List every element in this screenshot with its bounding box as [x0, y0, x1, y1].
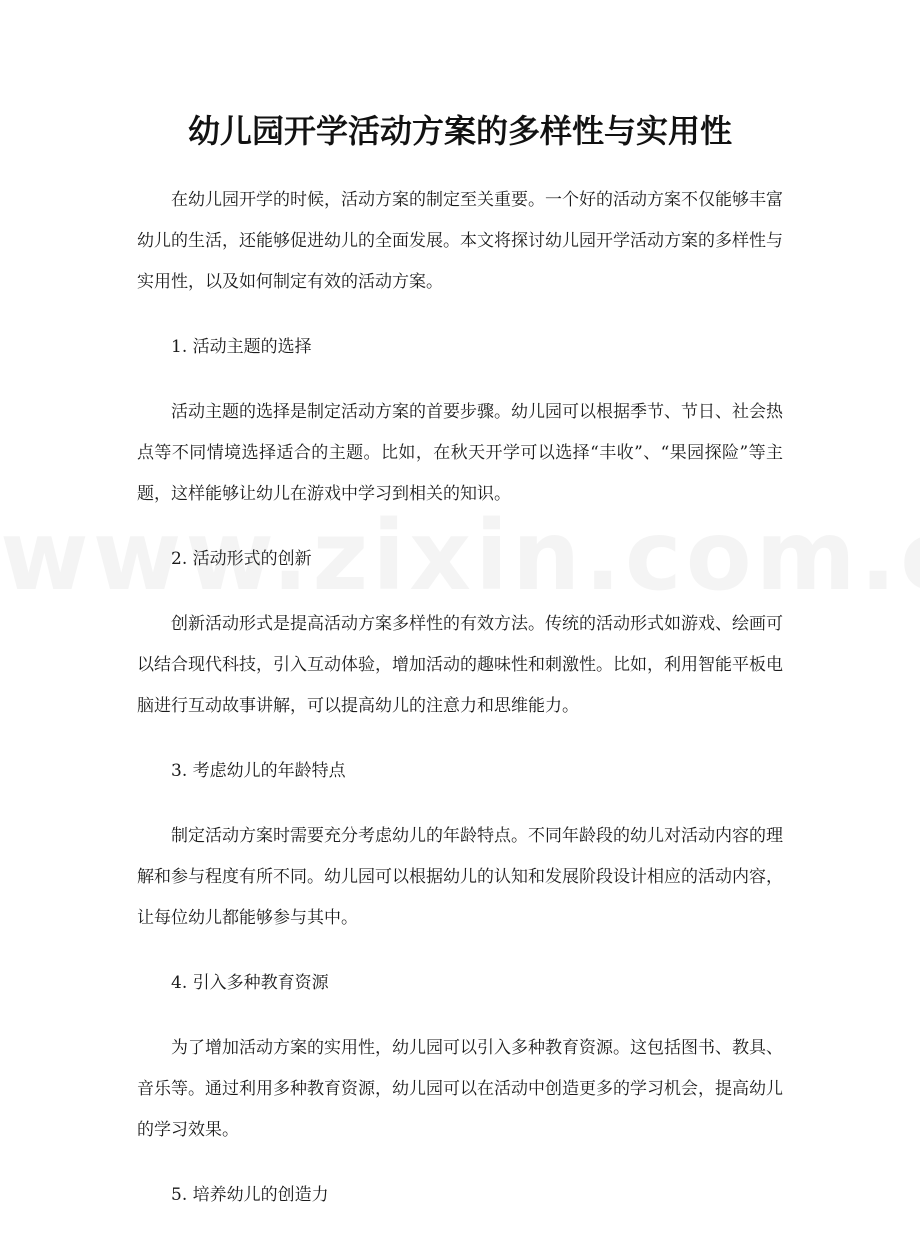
- section-heading-2: 2. 活动形式的创新: [171, 549, 312, 569]
- section-body-1: 活动主题的选择是制定活动方案的首要步骤。幼儿园可以根据季节、节日、社会热点等不同情境选择适合的主题。比如，在秋天开学可以选择“丰收”、“果园探险”等主题，这样能够让幼儿在游戏中学习到相关的知识。: [137, 402, 783, 504]
- section-heading-1: 1. 活动主题的选择: [171, 337, 312, 357]
- section-heading-3: 3. 考虑幼儿的年龄特点: [171, 761, 346, 781]
- section-body-3: 制定活动方案时需要充分考虑幼儿的年龄特点。不同年龄段的幼儿对活动内容的理解和参与程度有所不同。幼儿园可以根据幼儿的认知和发展阶段设计相应的活动内容，让每位幼儿都能够参与其中。: [137, 826, 783, 928]
- document-title: 幼儿园开学活动方案的多样性与实用性: [187, 112, 732, 150]
- section-body-4: 为了增加活动方案的实用性，幼儿园可以引入多种教育资源。这包括图书、教具、音乐等。通过利用多种教育资源，幼儿园可以在活动中创造更多的学习机会，提高幼儿的学习效果。: [137, 1038, 783, 1140]
- section-heading-4: 4. 引入多种教育资源: [171, 973, 329, 993]
- document-body: [137, 180, 783, 1240]
- section-body-2: 创新活动形式是提高活动方案多样性的有效方法。传统的活动形式如游戏、绘画可以结合现代科技，引入互动体验，增加活动的趣味性和刺激性。比如，利用智能平板电脑进行互动故事讲解，可以提高幼儿的注意力和思维能力。: [137, 614, 783, 716]
- section-heading-5: 5. 培养幼儿的创造力: [171, 1185, 329, 1205]
- intro-paragraph: 在幼儿园开学的时候，活动方案的制定至关重要。一个好的活动方案不仅能够丰富幼儿的生活，还能够促进幼儿的全面发展。本文将探讨幼儿园开学活动方案的多样性与实用性，以及如何制定有效的活动方案。: [137, 190, 783, 292]
